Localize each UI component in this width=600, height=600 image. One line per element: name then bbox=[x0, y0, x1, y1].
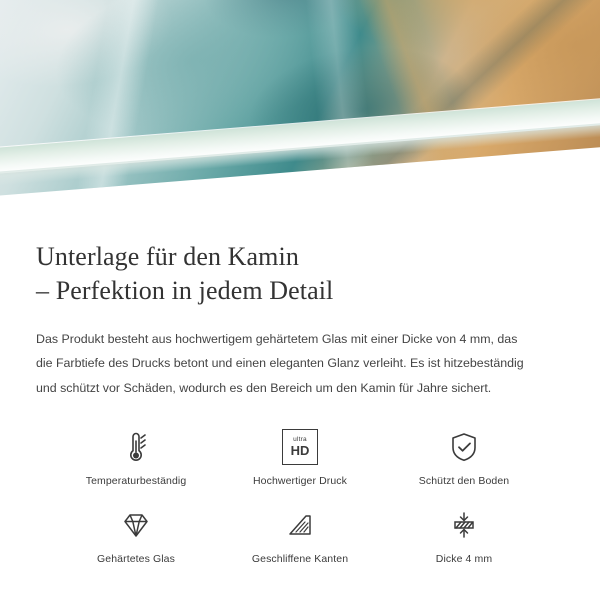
polished-edges-icon bbox=[280, 503, 320, 547]
page-title bbox=[36, 240, 564, 309]
headline-line-1: Unterlage für den Kamin bbox=[36, 242, 299, 271]
feature-label: Schützt den Boden bbox=[418, 475, 510, 488]
feature-label: Hochwertiger Druck bbox=[253, 475, 347, 488]
thermometer-icon bbox=[116, 425, 156, 469]
feature-item-temperature bbox=[54, 425, 218, 503]
feature-item-thickness bbox=[382, 503, 546, 581]
sparkle-ray-1 bbox=[534, 176, 552, 194]
ultra-hd-icon bbox=[282, 425, 318, 469]
feature-label: Temperaturbeständig bbox=[85, 475, 187, 488]
shield-check-icon bbox=[444, 425, 484, 469]
headline-line-2: – Perfektion in jedem Detail bbox=[36, 276, 334, 306]
description-content bbox=[0, 214, 600, 581]
feature-item-tempered-glass bbox=[54, 503, 218, 581]
feature-label: Dicke 4 mm bbox=[435, 553, 493, 566]
sparkle-ray-2 bbox=[534, 176, 552, 194]
description-paragraph: Das Produkt besteht aus hochwertigem gehärtetem Glas mit einer Dicke von 4 mm, das die Farbtiefe des Drucks betont und einen eleganten Glanz verleiht. Es ist hitzebeständig und schützt vor Schäden, wodurch es den Bereich um den Kamin für Jahre sichert. bbox=[36, 331, 524, 396]
hero-product-image bbox=[0, 0, 600, 214]
ultra-hd-bottom-text: HD bbox=[290, 443, 310, 459]
sparkle-icon bbox=[526, 168, 560, 202]
feature-item-floor-protection bbox=[382, 425, 546, 503]
diamond-icon bbox=[116, 503, 156, 547]
feature-item-polished-edges bbox=[218, 503, 382, 581]
thickness-arrows-icon bbox=[444, 503, 484, 547]
feature-label: Gehärtetes Glas bbox=[97, 553, 175, 566]
feature-label: Geschliffene Kanten bbox=[251, 553, 349, 566]
feature-item-print-quality bbox=[218, 425, 382, 503]
ultra-hd-top-text: ultra bbox=[293, 435, 307, 443]
feature-grid bbox=[36, 425, 564, 581]
